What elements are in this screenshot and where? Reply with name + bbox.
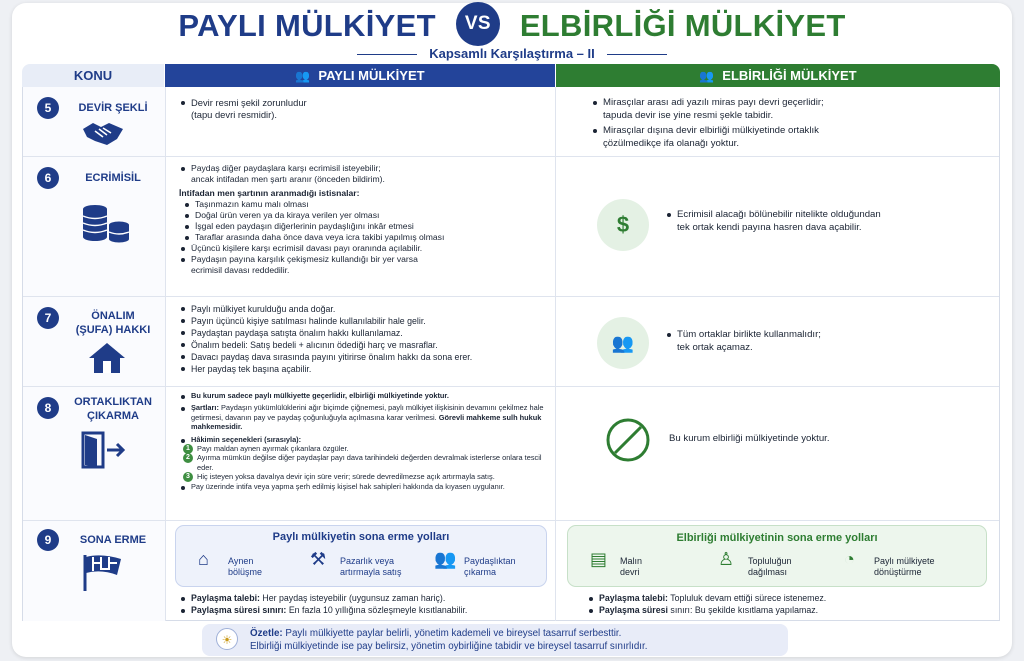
house-split-icon: ⌂ — [198, 549, 209, 569]
item-line: bölüşme — [228, 567, 263, 577]
topic-name-line: ÖNALIM — [91, 310, 135, 322]
row-ortaklik — [23, 387, 999, 521]
payli-ending-box — [175, 525, 547, 587]
label: Paylaşma süresi — [599, 604, 668, 615]
document-icon: ▤ — [590, 549, 608, 569]
subtitle — [0, 46, 1024, 61]
row-sona — [23, 521, 999, 621]
column-header-payli-label: PAYLI MÜLKİYET — [318, 68, 425, 83]
item-line: Paydaşlıktan — [464, 556, 516, 566]
text-line: çözülmedikçe ifa olanağı yoktur. — [603, 137, 739, 149]
money-hand-icon: $ — [597, 199, 649, 251]
item-line: çıkarma — [464, 567, 497, 577]
item-line: artırmayla satış — [340, 567, 402, 577]
house-icon — [87, 341, 127, 375]
coins-icon — [81, 201, 131, 245]
text-line: Önalım bedeli: Satış bedeli + alıcının ödediği harç ve masraflar. — [179, 339, 547, 351]
exception-item: Taraflar arasında daha önce dava veya icra takibi yapılmış olması — [183, 232, 547, 243]
text-line: Payın üçüncü kişiye satılması halinde kullanılabilir hale gelir. — [179, 315, 547, 327]
topic-name-line: ORTAKLIKTAN — [74, 396, 152, 408]
summary-label: Özetle: — [250, 628, 283, 639]
topic-name-line: ÇIKARMA — [87, 410, 139, 422]
pie-icon: ◔ — [844, 549, 855, 569]
elbirligi-ending-box — [567, 525, 987, 587]
column-header-payli — [165, 64, 555, 87]
elbirligi-cell — [557, 521, 999, 621]
row-ecrimisil — [23, 157, 999, 297]
row-number: 8 — [37, 397, 59, 419]
elbirligi-cell — [557, 157, 999, 296]
text-line: tek ortak açamaz. — [677, 341, 753, 353]
text-line: Mirasçılar arası adi yazılı miras payı devri geçerlidir; — [603, 97, 824, 108]
topic-cell — [23, 387, 166, 520]
people-icon: 👥 — [597, 317, 649, 369]
payli-cell: Bu kurum sadece paylı mülkiyette geçerlidir, elbirliği mülkiyetinde yoktur. Şartları: Paydaşın yükümlülüklerini ağır biçimde çiğnemesi, paylı mülkiyet ilişkisinin devamını çekilmez hale getirmesi, davanın pay ve paydaş çoğunluğuyla açılmasına karar verilmesi. Görevli mahkeme sulh hukuk mahkemesidir. Hâkimin seçenekleri (sırasıyla): 1 Payı maldan aynen ayırmak çıkanlara özgüler. 2 Ayırma mümkün değilse diğer paydaşlar payı dava tarihindeki değerden devralmak isterlerse onlara tescil eder. 3 Hiç isteyen yoksa davalıya devir için süre verir; sürede devredilmezse açık artırmayla satış. Pay üzerinde intifa veya yapma şerh edilmiş kişisel hak sahipleri hakkında da kıyasen uygulanır. — [167, 387, 556, 520]
topic-name — [65, 309, 161, 337]
topic-cell — [23, 157, 166, 296]
subtitle-text: Kapsamlı Karşılaştırma – II — [429, 46, 595, 61]
text-line: Hâkimin seçenekleri (sırasıyla): — [179, 435, 547, 444]
page-title — [0, 6, 1024, 50]
text-line: Üçüncü kişilere karşı ecrimisil davası payı oranında açılabilir. — [179, 243, 547, 254]
column-header-elbirligi-label: ELBİRLİĞİ MÜLKİYET — [722, 68, 857, 83]
text-line: Topluluk devam ettiği sürece istenemez. — [670, 593, 827, 603]
item-line: Aynen — [228, 556, 254, 566]
topic-name — [65, 395, 161, 423]
row-number: 7 — [37, 307, 59, 329]
label: Şartları: — [191, 403, 219, 413]
text-line: Paydaştan paydaşa satışta önalım hakkı kullanılamaz. — [179, 327, 547, 339]
item-line: devri — [620, 567, 640, 577]
text-line: ancak intifadan men şartı aranır (önceden bildirim). — [191, 174, 385, 184]
elbirligi-cell — [557, 87, 999, 156]
label: Paylaşma talebi: — [191, 593, 260, 603]
exceptions-title: İntifadan men şartının aranmadığı istisnalar: — [179, 188, 360, 198]
option-item: Hiç isteyen yoksa davalıya devir için süre verir; sürede devredilmezse açık artırmayla satış. — [197, 472, 495, 482]
option-item: Payı maldan aynen ayırmak çıkanlara özgüler. — [197, 444, 349, 454]
payli-cell — [167, 521, 556, 621]
text-line: Paylı mülkiyet kurulduğu anda doğar. — [179, 303, 547, 315]
exception-item: Doğal ürün veren ya da kiraya verilen yer olması — [183, 210, 547, 221]
community-icon: ♙ — [718, 549, 735, 569]
text-line: ecrimisil davası reddedilir. — [191, 265, 290, 275]
topic-cell — [23, 87, 166, 156]
option-item: Ayırma mümkün değilse diğer paydaşlar payı dava tarihindeki değerden devralmak isterlerse onlara tescil eder. — [197, 453, 542, 472]
lightbulb-icon: ☀ — [216, 628, 238, 650]
text-line: Devir resmi şekil zorunludur — [191, 97, 307, 108]
topic-name: SONA ERME — [79, 534, 147, 546]
text-line: Paydaşın payına karşılık çekişmesiz kullandığı bir yer varsa — [191, 254, 418, 264]
exit-door-icon — [81, 431, 127, 469]
text-line: Bu kurum sadece paylı mülkiyette geçerlidir, elbirliği mülkiyetinde yoktur. — [179, 391, 547, 400]
comparison-table — [22, 87, 1000, 621]
gavel-icon: ⚒ — [310, 549, 327, 569]
payli-cell — [167, 87, 556, 156]
text-line: tapuda devir ise yine resmi şekle tabidir. — [603, 109, 774, 121]
topic-name: ECRİMİSİL — [85, 172, 141, 184]
box-title: Paylı mülkiyetin sona erme yolları — [272, 531, 450, 543]
elbirligi-cell — [557, 387, 999, 520]
people-group-icon: 👥 — [434, 549, 457, 569]
topic-cell — [23, 297, 166, 386]
topic-cell — [23, 521, 166, 621]
exception-item: İşgal eden paydaşın diğerlerinin paydaşlığını inkâr etmesi — [183, 221, 547, 232]
row-onalim — [23, 297, 999, 387]
text-line: Her paydaş isteyebilir (uygunsuz zaman hariç). — [262, 593, 446, 603]
label: Paylaşma süresi sınırı: — [191, 604, 287, 615]
text-line: Tüm ortaklar birlikte kullanmalıdır; — [677, 329, 821, 340]
column-header-konu: KONU — [22, 64, 164, 87]
summary-line: Paylı mülkiyette paylar belirli, yönetim kademeli ve bireysel tasarruf serbesttir. — [285, 628, 622, 639]
text-line: sınırı: Bu şekilde kısıtlama yapılamaz. — [670, 604, 819, 615]
box-title: Elbirliği mülkiyetinin sona erme yolları — [676, 532, 878, 544]
item-line: Malın — [620, 556, 643, 566]
text-line: En fazla 10 yıllığına sözleşmeyle kısıtlanabilir. — [288, 604, 468, 615]
item-line: Paylı mülkiyete — [874, 556, 935, 566]
elbirligi-cell — [557, 297, 999, 386]
text-line: (tapu devri resmidir). — [191, 109, 277, 120]
text-line: Mirasçılar dışına devir elbirliği mülkiyetinde ortaklık — [603, 125, 819, 136]
row-number: 6 — [37, 167, 59, 189]
text-line: Görevli mahkeme sulh hukuk mahkemesidir. — [191, 412, 542, 432]
no-entry-icon — [605, 417, 651, 463]
summary-line: Elbirliği mülkiyetinde ise pay belirsiz, yönetim oybirliğine tabidir ve bireysel tasarruf sınırlıdır. — [250, 641, 648, 652]
text-line: Her paydaş tek başına açabilir. — [179, 363, 547, 375]
handshake-icon — [81, 119, 125, 147]
text-line: tek ortak kendi payına hasren dava açabilir. — [677, 221, 862, 233]
label: Paylaşma talebi: — [599, 593, 668, 603]
text-line: Paydaş diğer paydaşlara karşı ecrimisil isteyebilir; — [191, 163, 381, 173]
item-line: Topluluğun — [748, 556, 792, 566]
topic-name: DEVİR ŞEKLİ — [78, 102, 148, 114]
text-line: Ecrimisil alacağı bölünebilir nitelikte olduğundan — [677, 209, 881, 220]
item-line: dağılması — [748, 567, 788, 577]
checkered-flag-icon — [81, 553, 125, 593]
vs-badge: VS — [456, 2, 500, 46]
topic-name-line: (ŞUFA) HAKKI — [75, 324, 151, 336]
text-line: Bu kurum elbirliği mülkiyetinde yoktur. — [669, 433, 830, 444]
text-line: Davacı paydaş dava sırasında payını yitirirse önalım hakkı da sona erer. — [179, 351, 547, 363]
title-elbirligi: ELBİRLİĞİ MÜLKİYET — [519, 8, 846, 44]
row-devir — [23, 87, 999, 157]
text-line: Paydaşın yükümlülüklerini ağır biçimde çiğnemesi, paylı mülkiyet ilişkisinin devamını çekilmez hale getirmesi, davanın pay ve paydaş çoğunluğuyla açılmasına karar verilmesi. — [191, 403, 544, 422]
item-line: Pazarlık veya — [340, 556, 395, 566]
summary-box — [202, 624, 788, 656]
payli-cell — [167, 297, 556, 386]
row-number: 9 — [37, 529, 59, 551]
item-line: dönüştürme — [874, 567, 922, 577]
title-payli: PAYLI MÜLKİYET — [178, 8, 436, 44]
text-line: Pay üzerinde intifa veya yapma şerh edilmiş kişisel hak sahipleri hakkında da kıyasen uygulanır. — [179, 482, 547, 491]
payli-cell — [167, 157, 556, 296]
exception-item: Taşınmazın kamu malı olması — [183, 199, 547, 210]
users-icon: 👥 — [699, 69, 715, 83]
row-number: 5 — [37, 97, 59, 119]
users-icon: 👥 — [295, 69, 311, 83]
column-header-elbirligi — [556, 64, 1000, 87]
